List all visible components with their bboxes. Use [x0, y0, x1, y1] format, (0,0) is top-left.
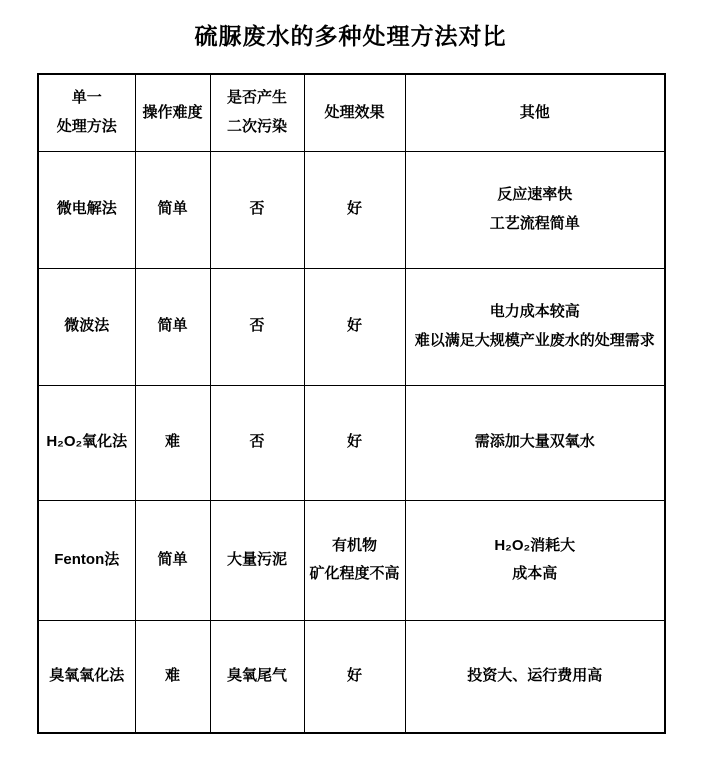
cell-line: 好 [346, 433, 362, 451]
cell-line: H₂O₂消耗大 [494, 536, 576, 554]
header-line: 处理效果 [324, 103, 385, 121]
cell-secondary-pollution [210, 385, 304, 500]
col-header-difficulty [135, 74, 210, 151]
cell-method [38, 268, 135, 385]
cell-line: 简单 [157, 200, 188, 218]
cell-line: 臭氧氧化法 [49, 667, 125, 684]
cell-line: 难以满足大规模产业废水的处理需求 [414, 331, 655, 349]
cell-method [38, 500, 135, 620]
header-line: 单一 [71, 89, 102, 107]
cell-effect [304, 385, 405, 500]
col-header-secondary-pollution [210, 74, 304, 151]
comparison-table [37, 73, 666, 734]
cell-line: 微波法 [64, 317, 110, 335]
cell-method [38, 385, 135, 500]
cell-method [38, 620, 135, 733]
cell-effect [304, 268, 405, 385]
cell-difficulty [135, 268, 210, 385]
cell-difficulty [135, 151, 210, 268]
cell-difficulty [135, 385, 210, 500]
cell-line: 难 [164, 667, 180, 684]
cell-other [405, 620, 665, 733]
cell-line: Fenton法 [54, 550, 120, 568]
cell-line: 矿化程度不高 [309, 565, 400, 582]
cell-secondary-pollution [210, 268, 304, 385]
cell-line: 工艺流程简单 [489, 214, 580, 232]
cell-other [405, 151, 665, 268]
cell-effect [304, 620, 405, 733]
cell-other [405, 268, 665, 385]
table-row [38, 620, 665, 733]
cell-line: 大量污泥 [226, 550, 287, 568]
cell-line: 反应速率快 [497, 186, 573, 203]
cell-line: 投资大、运行费用高 [467, 667, 603, 684]
cell-line: 否 [249, 433, 265, 451]
table-row [38, 268, 665, 385]
cell-line: 好 [346, 317, 362, 335]
table-row [38, 500, 665, 620]
cell-line: 否 [249, 317, 265, 335]
page-title: 硫脲废水的多种处理方法对比 [194, 23, 507, 49]
cell-line: 有机物 [331, 536, 377, 554]
header-line: 处理方法 [56, 117, 117, 135]
header-line: 是否产生 [226, 89, 287, 107]
col-header-effect [304, 74, 405, 151]
cell-line: 需添加大量双氧水 [474, 433, 595, 451]
header-line: 操作难度 [142, 103, 203, 121]
cell-method [38, 151, 135, 268]
cell-line: 否 [249, 200, 265, 218]
col-header-other [405, 74, 665, 151]
cell-line: 好 [346, 667, 362, 684]
header-line: 二次污染 [226, 117, 287, 135]
cell-effect [304, 500, 405, 620]
cell-line: 好 [346, 200, 362, 218]
cell-line: 简单 [157, 317, 188, 335]
cell-secondary-pollution [210, 151, 304, 268]
col-header-method [38, 74, 135, 151]
cell-other [405, 500, 665, 620]
cell-line: 简单 [157, 550, 188, 568]
cell-other [405, 385, 665, 500]
table-row [38, 151, 665, 268]
header-line: 其他 [519, 103, 550, 121]
cell-secondary-pollution [210, 620, 304, 733]
cell-line: 电力成本较高 [489, 303, 580, 320]
cell-line: 臭氧尾气 [226, 667, 287, 684]
cell-difficulty [135, 620, 210, 733]
cell-secondary-pollution [210, 500, 304, 620]
cell-line: 微电解法 [56, 200, 117, 218]
cell-difficulty [135, 500, 210, 620]
cell-line: 成本高 [512, 565, 558, 582]
cell-line: 难 [164, 433, 180, 451]
cell-line: H₂O₂氧化法 [46, 433, 128, 451]
cell-effect [304, 151, 405, 268]
table-row [38, 385, 665, 500]
header-row [38, 74, 665, 151]
